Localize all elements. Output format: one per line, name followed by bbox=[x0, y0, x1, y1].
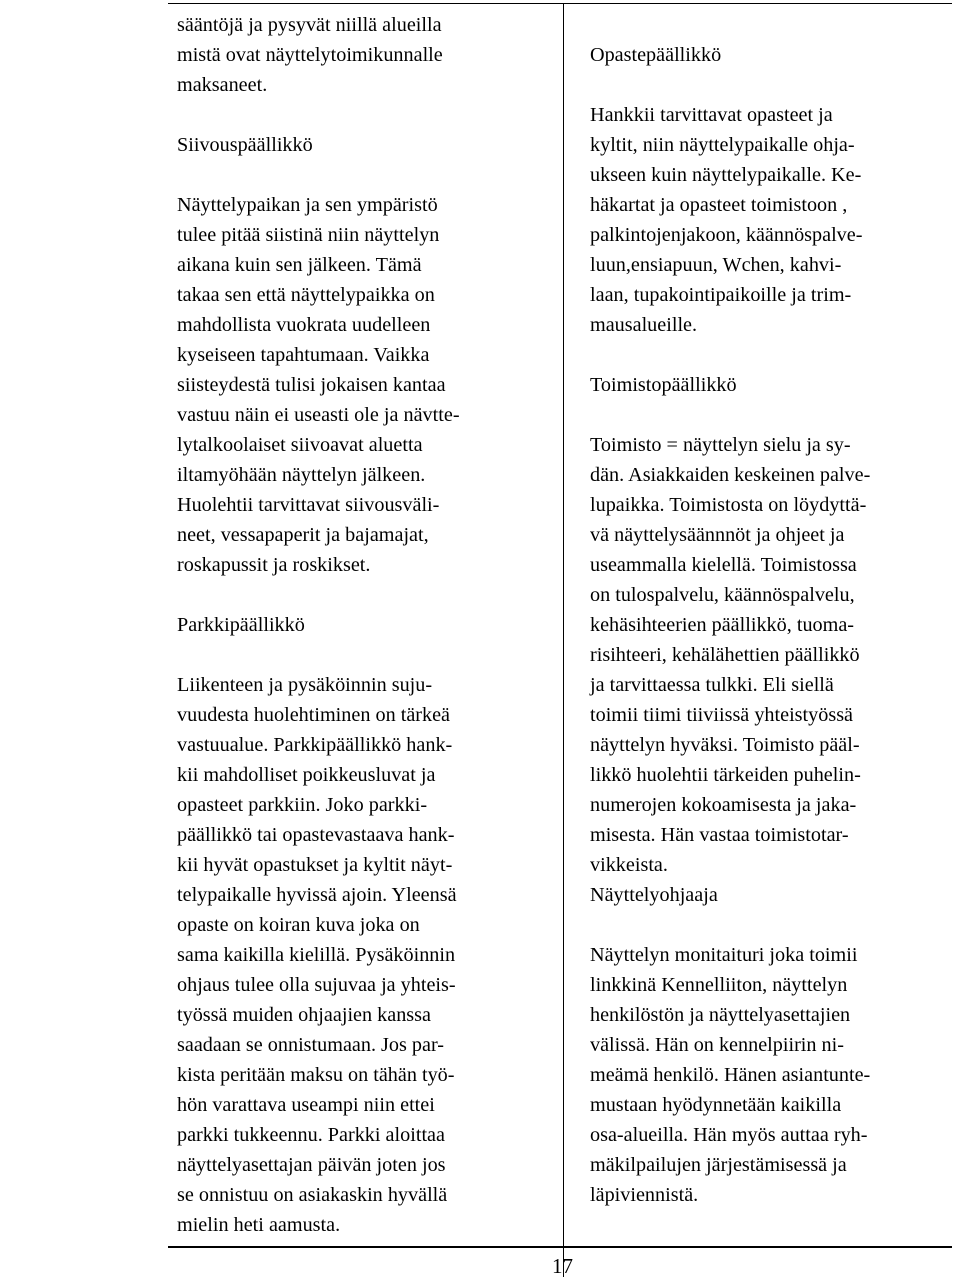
text-line: välissä. Hän on kennelpiirin ni- bbox=[590, 1034, 844, 1056]
text-line: Huolehtii tarvittavat siivousväli- bbox=[177, 494, 440, 516]
text-line: kii hyvät opastukset ja kyltit näyt- bbox=[177, 854, 453, 876]
text-line: numerojen kokoamisesta ja jaka- bbox=[590, 794, 857, 816]
text-line: kista peritään maksu on tähän työ- bbox=[177, 1064, 455, 1086]
right-column bbox=[590, 40, 955, 1210]
text-line: telypaikalle hyvissä ajoin. Yleensä bbox=[177, 884, 457, 906]
intro-paragraph bbox=[177, 10, 557, 100]
text-line: mäkilpailujen järjestämisessä ja bbox=[590, 1154, 847, 1176]
text-line: lytalkoolaiset siivoavat aluetta bbox=[177, 434, 423, 456]
text-line: iltamyöhään näyttelyn jälkeen. bbox=[177, 464, 426, 486]
section-heading-opastepaallikko: Opastepäällikkö bbox=[590, 44, 722, 66]
text-line: risihteeri, kehälähettien päällikkö bbox=[590, 644, 860, 666]
text-line: maksaneet. bbox=[177, 74, 268, 96]
text-line: ohjaus tulee olla sujuvaa ja yhteis- bbox=[177, 974, 456, 996]
text-line: vuudesta huolehtiminen on tärkeä bbox=[177, 704, 451, 726]
text-line: sääntöjä ja pysyvät niillä alueilla bbox=[177, 14, 442, 36]
text-line: takaa sen että näyttelypaikka on bbox=[177, 284, 435, 306]
text-line: vastuu näin ei useasti ole ja nävtte- bbox=[177, 404, 460, 426]
parkkipaallikko-paragraph bbox=[177, 670, 557, 1240]
text-line: häkartat ja opasteet toimistoon , bbox=[590, 194, 848, 216]
text-line: vikkeista. bbox=[590, 854, 668, 876]
text-line: opasteet parkkiin. Joko parkki- bbox=[177, 794, 428, 816]
text-line: mielin heti aamusta. bbox=[177, 1214, 341, 1236]
text-line: näyttelyasettajan päivän joten jos bbox=[177, 1154, 446, 1176]
text-line: likkö huolehtii tärkeiden puhelin- bbox=[590, 764, 861, 786]
text-line: mistä ovat näyttelytoimikunnalle bbox=[177, 44, 443, 66]
text-line: päällikkö tai opastevastaava hank- bbox=[177, 824, 455, 846]
text-line: kyseiseen tapahtumaan. Vaikka bbox=[177, 344, 430, 366]
text-line: palkintojenjakoon, käännöspalve- bbox=[590, 224, 863, 246]
text-line: on tulospalvelu, käännöspalvelu, bbox=[590, 584, 855, 606]
toimistopaallikko-paragraph bbox=[590, 430, 955, 880]
column-divider bbox=[563, 3, 564, 1246]
text-line: parkki tukkeennu. Parkki aloittaa bbox=[177, 1124, 445, 1146]
text-line: henkilöstön ja näyttelyasettajien bbox=[590, 1004, 851, 1026]
section-heading-siivouspaallikko: Siivouspäällikkö bbox=[177, 134, 313, 156]
text-line: saadaan se onnistumaan. Jos par- bbox=[177, 1034, 445, 1056]
text-line: Näyttelyn monitaituri joka toimii bbox=[590, 944, 858, 966]
text-line: läpiviennistä. bbox=[590, 1184, 699, 1206]
section-heading-parkkipaallikko: Parkkipäällikkö bbox=[177, 614, 305, 636]
text-line: ja tarvittaessa tulkki. Eli siellä bbox=[590, 674, 834, 696]
text-line: toimii tiimi tiiviissä yhteistyössä bbox=[590, 704, 854, 726]
siivouspaallikko-paragraph bbox=[177, 190, 557, 580]
text-line: linkkinä Kennelliiton, näyttelyn bbox=[590, 974, 848, 996]
section-heading-toimistopaallikko: Toimistopäällikkö bbox=[590, 374, 737, 396]
left-column bbox=[177, 10, 557, 1240]
text-line: mahdollista vuokrata uudelleen bbox=[177, 314, 431, 336]
text-line: se onnistuu on asiakaskin hyvällä bbox=[177, 1184, 448, 1206]
text-line: siisteydestä tulisi jokaisen kantaa bbox=[177, 374, 446, 396]
text-line: vä näyttelysäännnöt ja ohjeet ja bbox=[590, 524, 845, 546]
text-line: Hankkii tarvittavat opasteet ja bbox=[590, 104, 833, 126]
text-line: Näyttelypaikan ja sen ympäristö bbox=[177, 194, 438, 216]
text-line: laan, tupakointipaikoille ja trim- bbox=[590, 284, 852, 306]
section-heading-nayttelyohjaaja: Näyttelyohjaaja bbox=[590, 884, 718, 906]
text-line: Toimisto = näyttelyn sielu ja sy- bbox=[590, 434, 851, 456]
page-number: 17 bbox=[552, 1254, 573, 1278]
text-line: kii mahdolliset poikkeusluvat ja bbox=[177, 764, 436, 786]
text-line: ukseen kuin näyttelypaikalle. Ke- bbox=[590, 164, 862, 186]
text-line: useammalla kielellä. Toimistossa bbox=[590, 554, 857, 576]
opastepaallikko-paragraph bbox=[590, 100, 955, 340]
footer-rule bbox=[168, 1246, 952, 1248]
text-line: Liikenteen ja pysäköinnin suju- bbox=[177, 674, 433, 696]
top-rule bbox=[168, 3, 952, 4]
text-line: mausalueille. bbox=[590, 314, 698, 336]
text-line: sama kaikilla kielillä. Pysäköinnin bbox=[177, 944, 456, 966]
text-line: työssä muiden ohjaajien kanssa bbox=[177, 1004, 431, 1026]
text-line: misesta. Hän vastaa toimistotar- bbox=[590, 824, 849, 846]
text-line: aikana kuin sen jälkeen. Tämä bbox=[177, 254, 422, 276]
text-line: hön varattava useampi niin ettei bbox=[177, 1094, 435, 1116]
text-line: mustaan hyödynnetään kaikilla bbox=[590, 1094, 842, 1116]
text-line: luun,ensiapuun, Wchen, kahvi- bbox=[590, 254, 842, 276]
text-line: tulee pitää siistinä niin näyttelyn bbox=[177, 224, 440, 246]
text-line: kehäsihteerien päällikkö, tuoma- bbox=[590, 614, 855, 636]
text-line: meämä henkilö. Hänen asiantunte- bbox=[590, 1064, 871, 1086]
text-line: lupaikka. Toimistosta on löydyttä- bbox=[590, 494, 867, 516]
text-line: opaste on koiran kuva joka on bbox=[177, 914, 420, 936]
text-line: roskapussit ja roskikset. bbox=[177, 554, 371, 576]
nayttelyohjaaja-paragraph bbox=[590, 940, 955, 1210]
text-line: dän. Asiakkaiden keskeinen palve- bbox=[590, 464, 871, 486]
text-line: kyltit, niin näyttelypaikalle ohja- bbox=[590, 134, 855, 156]
text-line: neet, vessapaperit ja bajamajat, bbox=[177, 524, 429, 546]
text-line: vastuualue. Parkkipäällikkö hank- bbox=[177, 734, 453, 756]
text-line: näyttelyn hyväksi. Toimisto pääl- bbox=[590, 734, 860, 756]
text-line: osa-alueilla. Hän myös auttaa ryh- bbox=[590, 1124, 868, 1146]
